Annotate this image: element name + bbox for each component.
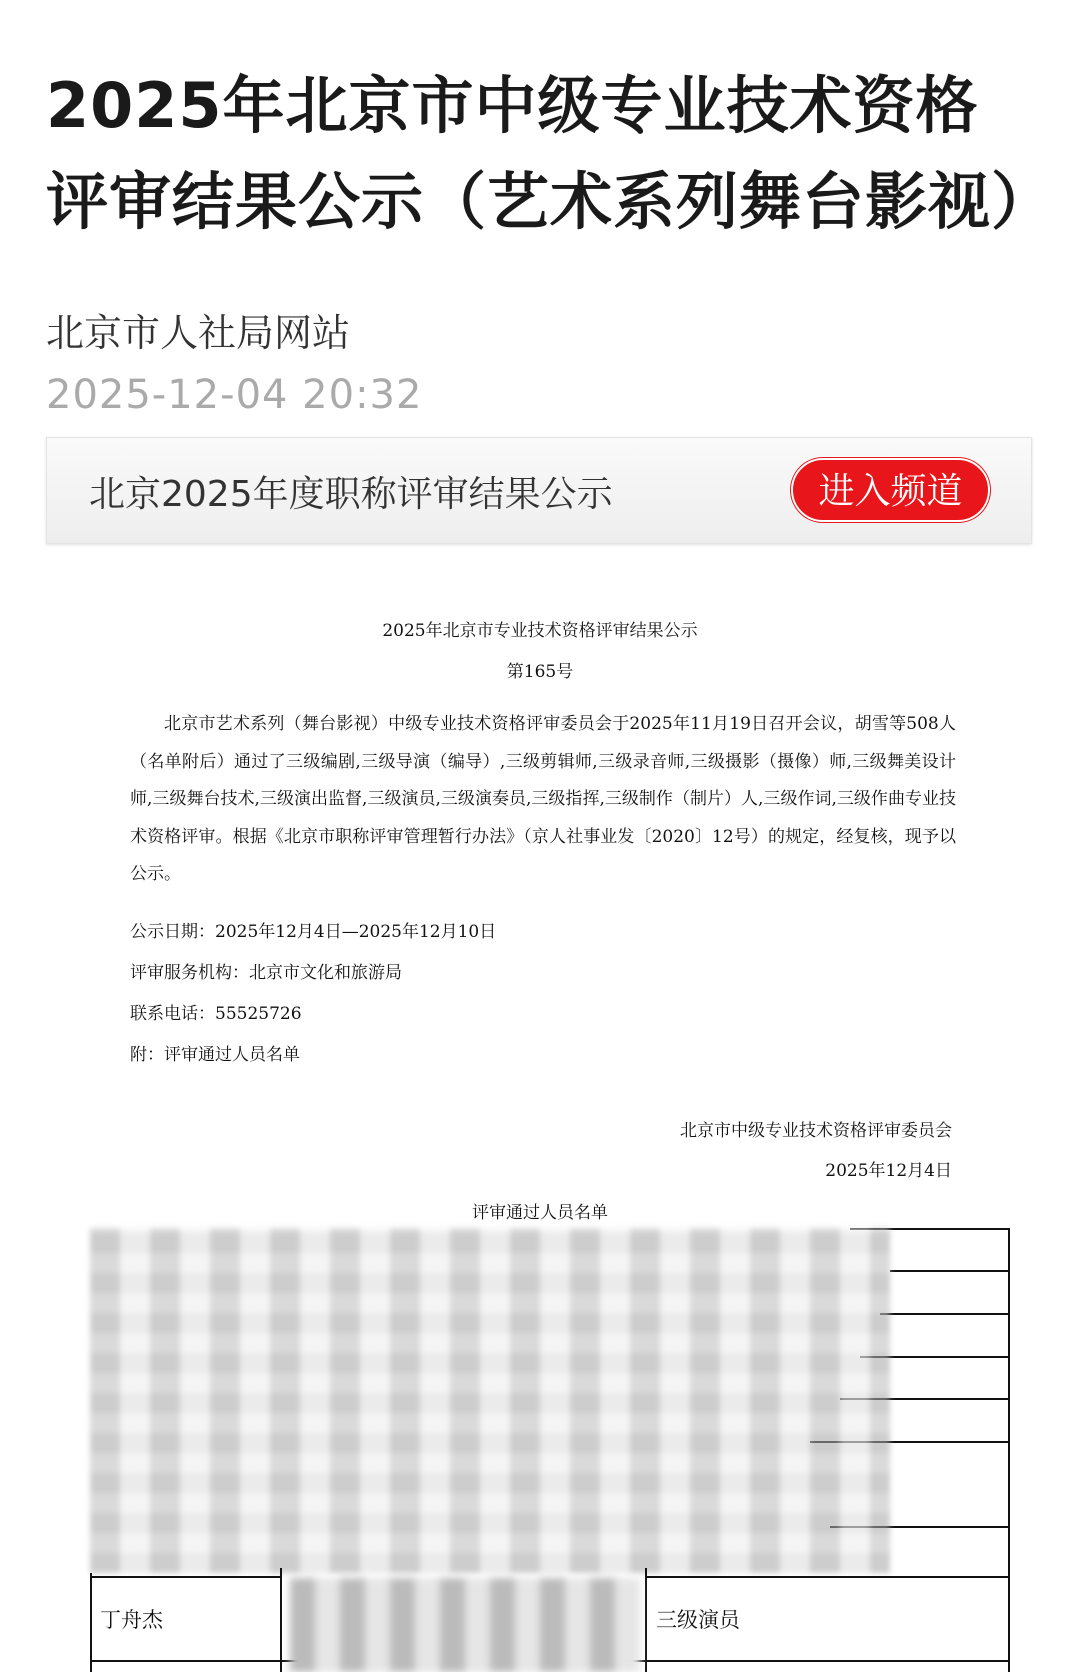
meta-phone: 联系电话：55525726 [130,1004,302,1024]
article-title: 2025年北京市中级专业技术资格评审结果公示（艺术系列舞台影视） [46,69,1055,238]
signature-date: 2025年12月4日 [825,1161,952,1181]
passed-list-table [90,1228,1010,1672]
cell-name: 丁舟杰 [100,1608,163,1632]
signature: 北京市中级专业技术资格评审委员会 [680,1121,952,1141]
row-line [890,1270,1010,1272]
redacted-rows [90,1228,890,1573]
meta-date: 公示日期：2025年12月4日—2025年12月10日 [130,922,497,942]
enter-channel-button[interactable]: 进入频道 [791,458,990,522]
meta-agency: 评审服务机构：北京市文化和旅游局 [130,963,402,983]
meta-attachment: 附：评审通过人员名单 [130,1045,300,1065]
row-line [645,1576,1010,1578]
row-line [90,1576,280,1578]
banner-text: 北京2025年度职称评审结果公示 [89,474,613,515]
redacted-cell [290,1578,640,1672]
article-source[interactable]: 北京市人社局网站 [46,311,351,355]
document-body: 北京市艺术系列（舞台影视）中级专业技术资格评审委员会于2025年11月19日召开会议，胡雪等508人（名单附后）通过了三级编剧,三级导演（编导）,三级剪辑师,三级录音师,三级摄影（摄像）师,三级舞美设计师,三级舞台技术,三级演出监督,三级演员,三级演奏员,三级指挥,三级制作（制片）人,三级作词,三级作曲专业技术资格评审。根据《北京市职称评审管理暂行办法》（京人社事业发〔2020〕12号）的规定，经复核，现予以公示。 [130,714,956,884]
cell-qualification: 三级演员 [656,1608,740,1632]
row-line [880,1313,1010,1315]
document-number: 第165号 [506,662,574,682]
article-datetime: 2025-12-04 20:32 [46,372,423,418]
document-title: 2025年北京市专业技术资格评审结果公示 [382,621,698,641]
list-title: 评审通过人员名单 [472,1203,608,1223]
channel-banner[interactable] [46,437,1032,544]
